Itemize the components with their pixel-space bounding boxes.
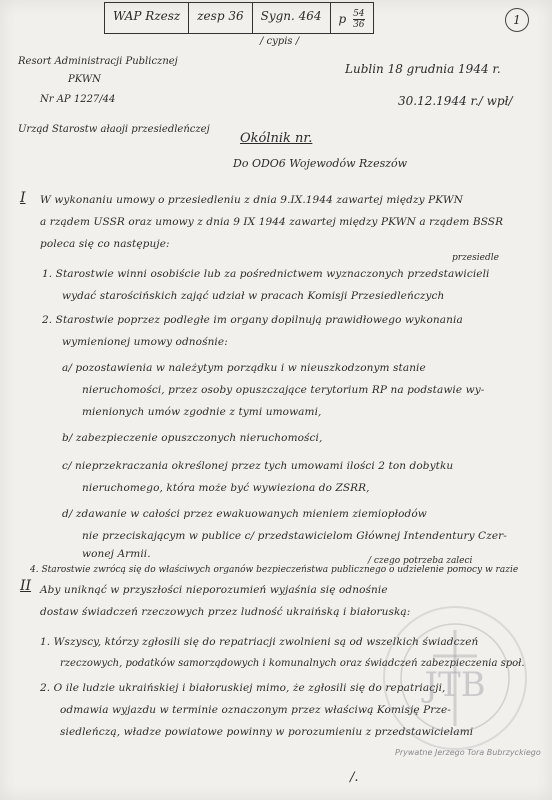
section1-numeral: I (20, 190, 26, 206)
footer-mark: /. (350, 770, 359, 785)
sub-c-line1: c/ nieprzekraczania określonej przez tych umowami ilości 2 ton dobytku (62, 460, 454, 472)
item2-line2: wymienionej umowy odnośnie: (62, 336, 228, 348)
office-line: Urząd Starostw ałaoji przesiedleńczej (18, 124, 210, 135)
section2-item1-line2: rzeczowych, podatków samorządowych i komunalnych oraz świadczeń zabezpieczenia społ. (60, 658, 525, 669)
section2-line1: Aby uniknąć w przyszłości nieporozumień wyjaśnia się odnośnie (40, 584, 388, 596)
sub-a-line2: nieruchomości, przez osoby opuszczające terytorium RP na podstawie wy- (82, 384, 485, 396)
item1-line1: 1. Starostwie winni osobiście lub za pośrednictwem wyznaczonych przedstawicieli (42, 268, 490, 280)
item1-line2: wydać starościńskich zająć udział w pracach Komisji Przesiedleńczych (62, 290, 445, 302)
watermark-seal (383, 606, 527, 750)
section2-item1-line1: 1. Wszyscy, którzy zgłosili się do repatriacji zwolnieni są od wszelkich świadczeń (40, 636, 479, 648)
watermark-caption: Prywatne Jerzego Tora Bubrzyckiego (395, 748, 541, 757)
copy-note: / cypis / (260, 36, 300, 47)
stamp-zesp: zesp 36 (189, 3, 252, 33)
stamp-page-den: 36 (353, 20, 365, 30)
item4-line: 4. Starostwie zwrócą się do właściwych organów bezpieczeństwa publicznego o udzielenie pomocy w razie (30, 565, 519, 575)
section2-line2: dostaw świadczeń rzeczowych przez ludność ukraińską i białoruską: (40, 606, 411, 618)
sender-line2: PKWN (68, 74, 101, 85)
section2-numeral: II (20, 578, 32, 594)
stamp-page (331, 3, 373, 33)
section1-line3: poleca się co następuje: (40, 238, 170, 250)
note-above-item1: przesiedle (452, 253, 499, 263)
sender-line1: Resort Administracji Publicznej (18, 56, 178, 67)
stamp-fraction (353, 9, 364, 30)
sub-b: b/ zabezpieczenie opuszczonych nieruchomości, (62, 432, 323, 444)
archive-stamp (104, 2, 374, 34)
sub-c-line2: nieruchomego, która może być wywieziona do ZSRR, (82, 482, 370, 494)
sender-ref: Nr AP 1227/44 (40, 94, 116, 105)
stamp-page-num: 54 (353, 9, 365, 19)
section1-line2: a rządem USSR oraz umowy z dnia 9 IX 1944 zawartej między PKWN a rządem BSSR (40, 216, 504, 228)
section2-item2-line2: odmawia wyjazdu w terminie oznaczonym przez właściwą Komisję Prze- (60, 704, 451, 716)
sub-a-line1: a/ pozostawienia w należytym porządku i w nieuszkodzonym stanie (62, 362, 426, 374)
sub-a-line3: mienionych umów zgodnie z tymi umowami, (82, 406, 322, 418)
item4-note: / czego potrzeba zaleci (368, 556, 473, 566)
page-number: 1 (505, 8, 529, 32)
addressee: Do ODO6 Wojewodów Rzeszów (233, 157, 408, 170)
section2-item2-line3: siedleńczą, władze powiatowe powinny w porozumieniu z przedstawicielami (60, 726, 474, 738)
seal-emblem-icon (385, 608, 525, 748)
sub-d-line3: wonej Armii. (82, 548, 151, 560)
sub-d-line1: d/ zdawanie w całości przez ewakuowanych mieniem ziemiopłodów (62, 508, 427, 520)
stamp-sygn: Sygn. 464 (253, 3, 331, 33)
section2-item2-line1: 2. O ile ludzie ukraińskiej i białoruskiej mimo, że zgłosili się do repatriacji, (40, 682, 446, 694)
stamp-archive: WAP Rzesz (105, 3, 189, 33)
section1-line1: W wykonaniu umowy o przesiedleniu z dnia 9.IX.1944 zawartej między PKWN (40, 194, 463, 206)
place-date-line2: 30.12.1944 r./ wpł/ (398, 94, 513, 108)
stamp-page-label: p (338, 12, 347, 26)
sub-d-line2: nie przeciskającym w publice c/ przedstawicielom Głównej Intendentury Czer- (82, 530, 507, 542)
document-title: Okólnik nr. (240, 131, 313, 146)
place-date-line1: Lublin 18 grudnia 1944 r. (345, 62, 501, 76)
item2-line1: 2. Starostwie poprzez podległe im organy dopilnują prawidłowego wykonania (42, 314, 463, 326)
seal-letters: JTB (424, 665, 486, 705)
